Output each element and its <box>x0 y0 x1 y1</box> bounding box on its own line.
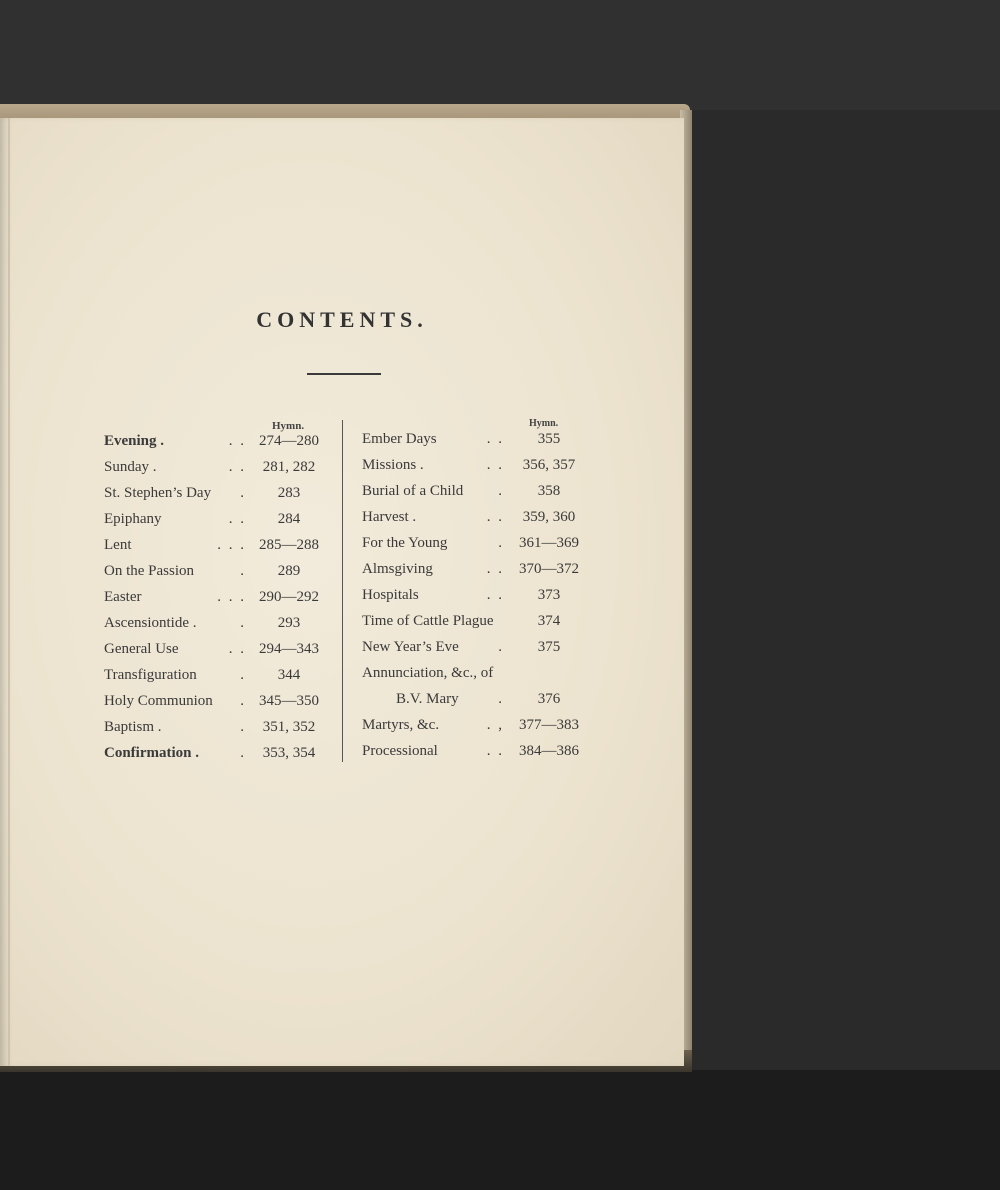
column-divider <box>342 420 343 762</box>
leader-dots: . . <box>486 587 504 603</box>
leader-dots: . , <box>486 717 504 733</box>
hymn-numbers: 289 <box>277 563 301 579</box>
leader-dots: . . . <box>217 589 246 605</box>
leader-dots: . . <box>486 457 504 473</box>
hymn-numbers: 274—280 <box>259 433 319 449</box>
hymn-numbers: 374 <box>537 613 561 629</box>
entry-name: Evening . <box>104 433 165 449</box>
entry-name: Martyrs, &c. <box>362 717 440 733</box>
contents-entry <box>362 507 592 527</box>
entry-name: Harvest . <box>362 509 417 525</box>
entry-name: Baptism . <box>104 719 162 735</box>
leader-dots: . . <box>228 511 246 527</box>
contents-entry <box>362 481 592 501</box>
hymn-numbers: 281, 282 <box>262 459 316 475</box>
contents-entry <box>362 429 592 449</box>
entry-name: Missions . <box>362 457 424 473</box>
entry-name: Lent <box>104 537 132 553</box>
contents-entry <box>362 611 592 631</box>
hymn-numbers: 345—350 <box>259 693 319 709</box>
hymn-numbers: 353, 354 <box>262 745 316 761</box>
hymn-numbers: 384—386 <box>519 743 579 759</box>
contents-entry <box>362 585 592 605</box>
contents-entry <box>104 691 334 711</box>
contents-entry <box>362 637 592 657</box>
entry-name: Transfiguration <box>104 667 197 683</box>
contents-entry <box>104 743 334 763</box>
leader-dots: . . <box>228 641 246 657</box>
leader-dots: . . <box>228 459 246 475</box>
contents-entry <box>362 559 592 579</box>
leader-dots: . <box>498 691 504 707</box>
hymn-numbers: 361—369 <box>519 535 579 551</box>
entry-name: For the Young <box>362 535 448 551</box>
contents-entry <box>362 533 592 553</box>
entry-name: Hospitals <box>362 587 419 603</box>
entry-name: St. Stephen’s Day <box>104 485 212 501</box>
leader-dots: . . <box>486 431 504 447</box>
hymn-numbers: 373 <box>537 587 561 603</box>
background-top <box>0 0 1000 110</box>
leader-dots: . <box>498 483 504 499</box>
entry-name: Sunday . <box>104 459 157 475</box>
hymn-numbers: 375 <box>537 639 561 655</box>
leader-dots: . <box>498 639 504 655</box>
contents-entry <box>104 431 334 451</box>
leader-dots: . <box>240 745 246 761</box>
entry-name: Holy Communion <box>104 693 213 709</box>
entry-name: Almsgiving <box>362 561 433 577</box>
hymn-numbers: 376 <box>537 691 561 707</box>
leader-dots: . . <box>228 433 246 449</box>
hymn-numbers: 355 <box>537 431 561 447</box>
leader-dots: . <box>240 615 246 631</box>
entry-name: Ascensiontide . <box>104 615 197 631</box>
hymn-numbers: 293 <box>277 615 301 631</box>
entry-name: Easter <box>104 589 142 605</box>
entry-name: Annunciation, &c., of <box>362 665 494 681</box>
contents-entry <box>362 455 592 475</box>
hymn-numbers: 285—288 <box>259 537 319 553</box>
contents-entry <box>362 715 592 735</box>
contents-entry <box>104 509 334 529</box>
title-rule <box>307 373 381 375</box>
entry-name: Epiphany <box>104 511 162 527</box>
contents-entry <box>362 741 592 761</box>
entry-name: New Year’s Eve <box>362 639 459 655</box>
hymn-numbers: 290—292 <box>259 589 319 605</box>
right-column-header: Hymn. <box>529 418 559 429</box>
leader-dots: . <box>240 693 246 709</box>
contents-entry <box>104 587 334 607</box>
leader-dots: . <box>240 719 246 735</box>
entry-name: Ember Days <box>362 431 437 447</box>
leader-dots: . . <box>486 743 504 759</box>
leader-dots: . <box>498 535 504 551</box>
contents-entry <box>362 663 592 683</box>
leader-dots: . <box>240 485 246 501</box>
leader-dots: . . . <box>217 537 246 553</box>
hymn-numbers: 358 <box>537 483 561 499</box>
contents-entry <box>104 457 334 477</box>
contents-entry <box>104 639 334 659</box>
contents-entry <box>362 689 592 709</box>
leader-dots: . . <box>486 509 504 525</box>
leader-dots: . . <box>486 561 504 577</box>
hymn-numbers: 294—343 <box>259 641 319 657</box>
left-column-header: Hymn. <box>272 420 305 432</box>
hymn-numbers: 359, 360 <box>522 509 576 525</box>
page-title: CONTENTS. <box>256 307 428 332</box>
entry-name: Confirmation . <box>104 745 199 761</box>
contents-entry <box>104 535 334 555</box>
contents-entry <box>104 717 334 737</box>
hymn-numbers: 284 <box>277 511 301 527</box>
hymn-numbers: 344 <box>277 667 301 683</box>
leader-dots: . <box>240 667 246 683</box>
contents-entry <box>104 483 334 503</box>
entry-name: Processional <box>362 743 438 759</box>
contents-entry <box>104 561 334 581</box>
leader-dots: . <box>240 563 246 579</box>
hymn-numbers: 356, 357 <box>522 457 576 473</box>
entry-name: General Use <box>104 641 179 657</box>
page-gutter <box>8 118 10 1066</box>
contents-entry <box>104 665 334 685</box>
background-bottom <box>0 1070 1000 1190</box>
entry-name: B.V. Mary <box>396 691 459 707</box>
hymn-numbers: 283 <box>277 485 301 501</box>
entry-name: On the Passion <box>104 563 194 579</box>
hymn-numbers: 377—383 <box>519 717 579 733</box>
hymn-numbers: 370—372 <box>519 561 579 577</box>
hymn-numbers: 351, 352 <box>262 719 316 735</box>
contents-entry <box>104 613 334 633</box>
entry-name: Burial of a Child <box>362 483 464 499</box>
entry-name: Time of Cattle Plague <box>362 613 494 629</box>
